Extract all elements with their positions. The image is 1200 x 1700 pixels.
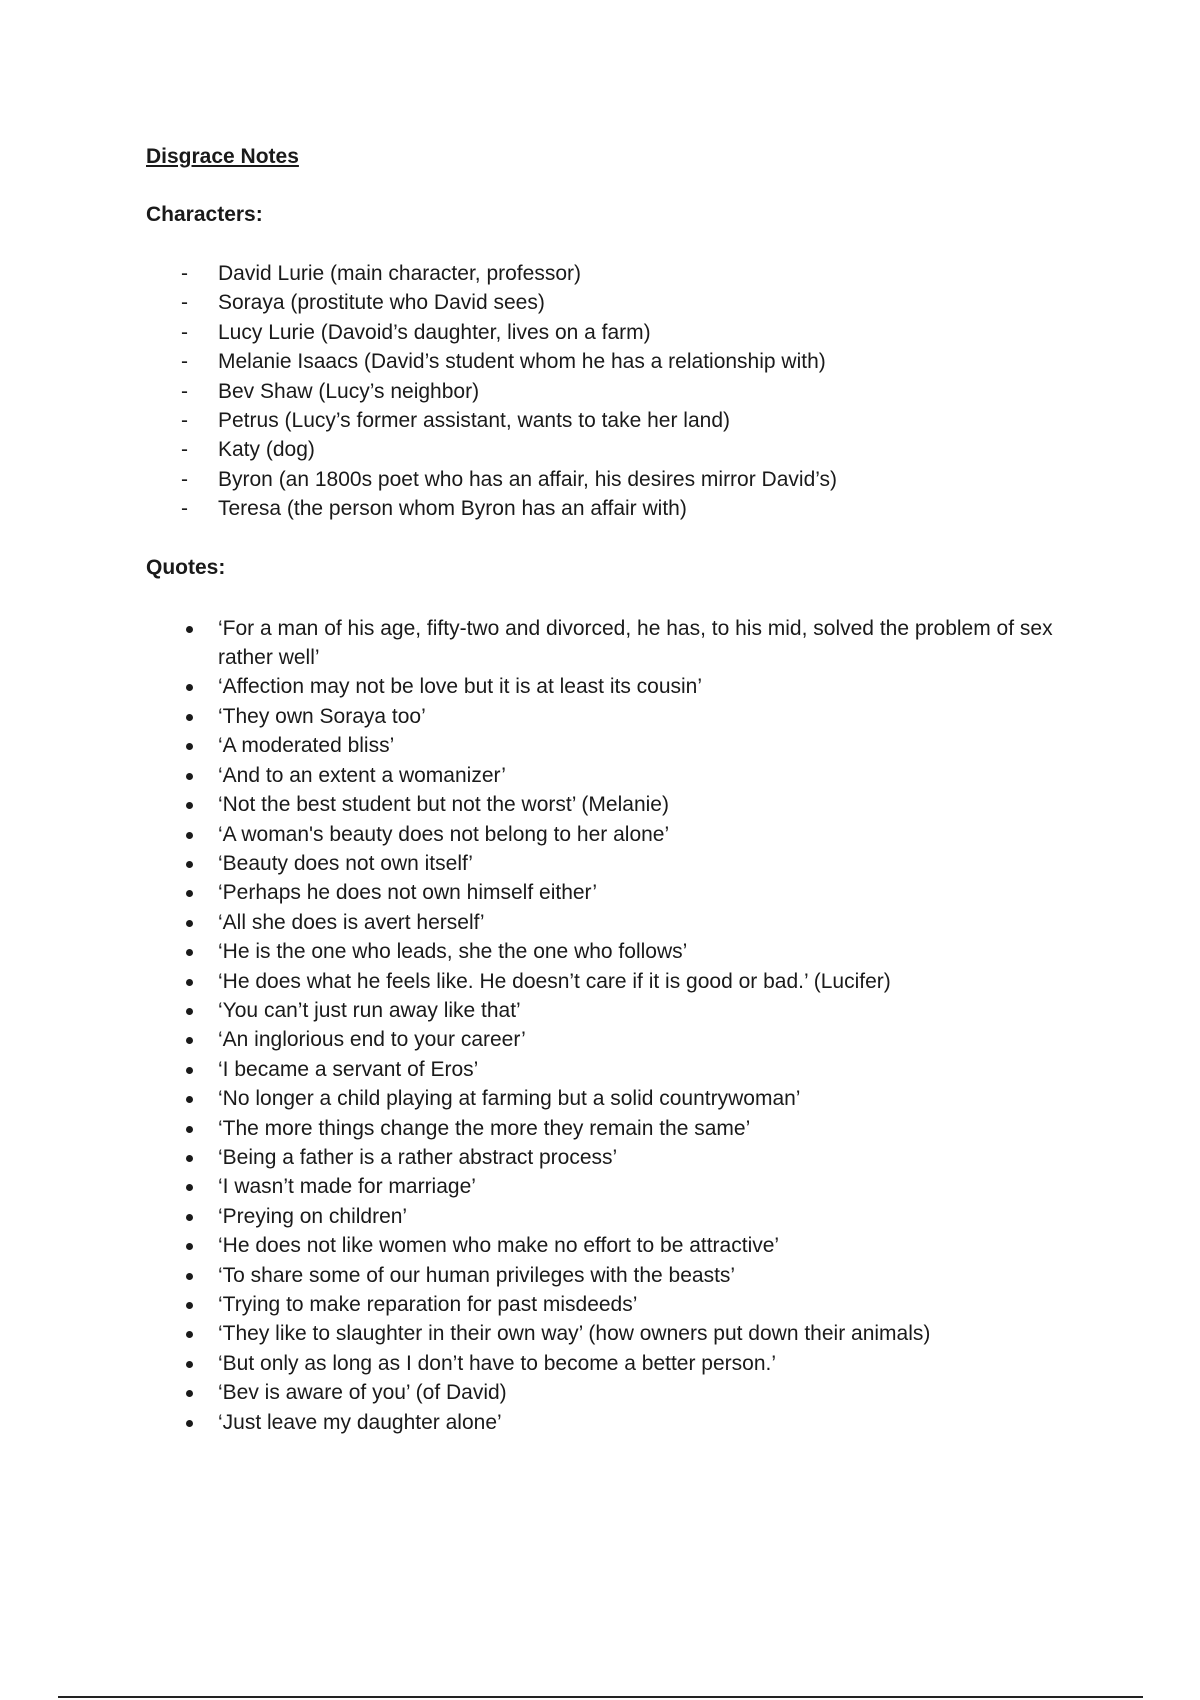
quote-item: ‘Perhaps he does not own himself either’ bbox=[146, 878, 1086, 907]
quote-item: ‘No longer a child playing at farming but a solid countrywoman’ bbox=[146, 1084, 1086, 1113]
quote-item: ‘All she does is avert herself’ bbox=[146, 908, 1086, 937]
quote-item: ‘A moderated bliss’ bbox=[146, 731, 1086, 760]
quote-item: ‘The more things change the more they remain the same’ bbox=[146, 1114, 1086, 1143]
character-item: - David Lurie (main character, professor) bbox=[146, 259, 1086, 288]
quote-item: ‘Bev is aware of you’ (of David) bbox=[146, 1378, 1086, 1407]
character-item: - Soraya (prostitute who David sees) bbox=[146, 288, 1086, 317]
quote-item: ‘And to an extent a womanizer’ bbox=[146, 761, 1086, 790]
document-title: Disgrace Notes bbox=[146, 145, 299, 168]
quote-item: ‘An inglorious end to your career’ bbox=[146, 1025, 1086, 1054]
quote-item: ‘I became a servant of Eros’ bbox=[146, 1055, 1086, 1084]
quote-item: ‘Not the best student but not the worst’ (Melanie) bbox=[146, 790, 1086, 819]
quote-item: ‘They like to slaughter in their own way’ (how owners put down their animals) bbox=[146, 1319, 1086, 1348]
character-item: - Teresa (the person whom Byron has an affair with) bbox=[146, 494, 1086, 523]
quote-item: ‘He does not like women who make no effort to be attractive’ bbox=[146, 1231, 1086, 1260]
character-item: - Katy (dog) bbox=[146, 435, 1086, 464]
quote-item: ‘But only as long as I don’t have to become a better person.’ bbox=[146, 1349, 1086, 1378]
quote-item: ‘Being a father is a rather abstract process’ bbox=[146, 1143, 1086, 1172]
quote-item: ‘Trying to make reparation for past misdeeds’ bbox=[146, 1290, 1086, 1319]
quote-item: ‘A woman's beauty does not belong to her alone’ bbox=[146, 820, 1086, 849]
character-item: - Byron (an 1800s poet who has an affair, his desires mirror David’s) bbox=[146, 465, 1086, 494]
character-item: - Petrus (Lucy’s former assistant, wants to take her land) bbox=[146, 406, 1086, 435]
quote-item: ‘Just leave my daughter alone’ bbox=[146, 1408, 1086, 1437]
quote-item: ‘He is the one who leads, she the one who follows’ bbox=[146, 937, 1086, 966]
quote-item: ‘To share some of our human privileges with the beasts’ bbox=[146, 1261, 1086, 1290]
quote-item: ‘They own Soraya too’ bbox=[146, 702, 1086, 731]
quotes-list bbox=[146, 614, 1086, 1437]
characters-heading: Characters: bbox=[146, 203, 263, 226]
quotes-heading: Quotes: bbox=[146, 555, 226, 579]
quote-item: ‘You can’t just run away like that’ bbox=[146, 996, 1086, 1025]
character-item: - Melanie Isaacs (David’s student whom he has a relationship with) bbox=[146, 347, 1086, 376]
page-bottom-rule bbox=[58, 1696, 1143, 1698]
quote-item: ‘I wasn’t made for marriage’ bbox=[146, 1172, 1086, 1201]
quote-item: ‘Beauty does not own itself’ bbox=[146, 849, 1086, 878]
quote-item: ‘For a man of his age, fifty-two and divorced, he has, to his mid, solved the problem of sex rather well’ bbox=[146, 614, 1086, 673]
quote-item: ‘Preying on children’ bbox=[146, 1202, 1086, 1231]
quote-item: ‘Affection may not be love but it is at least its cousin’ bbox=[146, 672, 1086, 701]
quote-item: ‘He does what he feels like. He doesn’t care if it is good or bad.’ (Lucifer) bbox=[146, 967, 1086, 996]
character-item: - Lucy Lurie (Davoid’s daughter, lives on a farm) bbox=[146, 318, 1086, 347]
character-item: - Bev Shaw (Lucy’s neighbor) bbox=[146, 377, 1086, 406]
characters-list bbox=[146, 259, 1086, 524]
document-body bbox=[146, 143, 1086, 1437]
